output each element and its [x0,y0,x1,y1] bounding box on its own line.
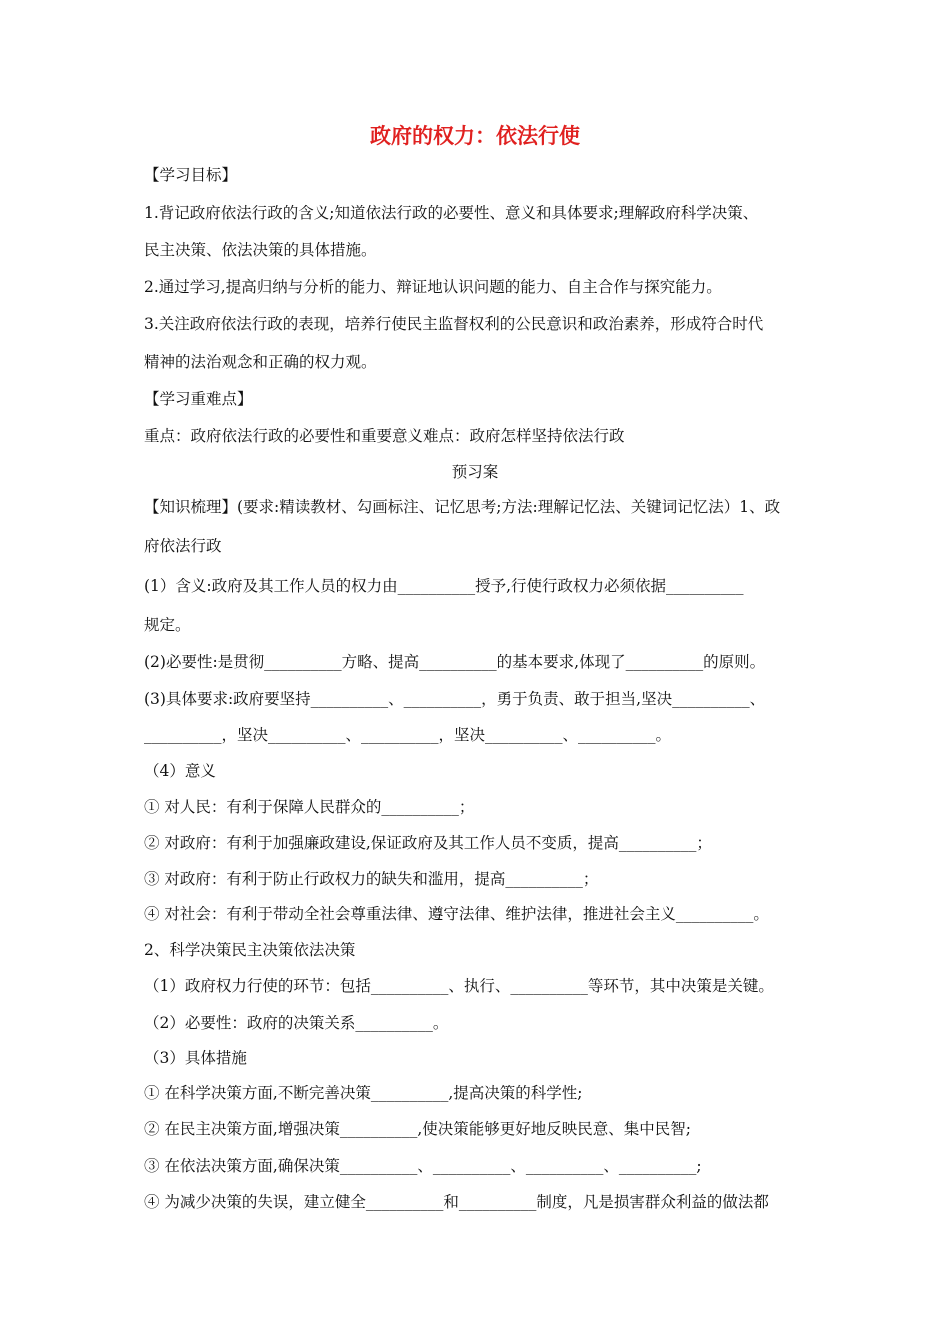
text-line: 规定。 [144,616,191,634]
section-heading-preview: 预习案 [451,463,499,481]
text-line: __________，坚决__________、__________，坚决__________、__________。 [144,726,672,744]
text-line: （2）必要性：政府的决策关系__________。 [144,1014,449,1032]
text-line: 2.通过学习,提高归纳与分析的能力、辩证地认识问题的能力、自主合作与探究能力。 [144,278,722,296]
text-line: 2、科学决策民主决策依法决策 [144,941,356,959]
text-line: ② 对政府：有利于加强廉政建设,保证政府及其工作人员不变质，提高__________； [144,834,712,852]
text-line: 【知识梳理】(要求:精读教材、勾画标注、记忆思考;方法:理解记忆法、关键词记忆法）1、政 [144,498,781,516]
text-line: 府依法行政 [144,537,222,555]
text-line: ② 在民主决策方面,增强决策__________,使决策能够更好地反映民意、集中民智; [144,1120,692,1138]
text-line: 民主决策、依法决策的具体措施。 [144,241,377,259]
page-title: 政府的权力：依法行使 [370,124,580,148]
text-line: （3）具体措施 [144,1049,247,1067]
text-line: （1）政府权力行使的环节：包括__________、执行、__________等环节，其中决策是关键。 [144,977,774,995]
text-line: ① 在科学决策方面,不断完善决策__________,提高决策的科学性; [144,1084,583,1102]
text-line: （4）意义 [144,762,216,780]
text-line: 3.关注政府依法行政的表现，培养行使民主监督权利的公民意识和政治素养，形成符合时代 [144,315,764,333]
section-heading-goals: 【学习目标】 [144,166,238,184]
text-line: ③ 在依法决策方面,确保决策__________、__________、__________、__________; [144,1157,702,1175]
text-line: ④ 为减少决策的失误，建立健全__________和__________制度，凡是损害群众利益的做法都 [144,1193,769,1211]
section-heading-key-points: 【学习重难点】 [144,390,253,408]
text-line: (1）含义:政府及其工作人员的权力由__________授予,行使行政权力必须依据__________ [144,577,744,595]
text-line: 重点：政府依法行政的必要性和重要意义难点：政府怎样坚持依法行政 [144,427,625,445]
text-line: (3)具体要求:政府要坚持__________、__________，勇于负责、敢于担当,坚决__________、 [144,690,766,708]
text-line: ① 对人民：有利于保障人民群众的__________； [144,798,475,816]
text-line: ③ 对政府：有利于防止行政权力的缺失和滥用，提高__________； [144,870,599,888]
text-line: ④ 对社会：有利于带动全社会尊重法律、遵守法律、维护法律，推进社会主义__________。 [144,905,769,923]
text-line: 精神的法治观念和正确的权力观。 [144,353,377,371]
text-line: 1.背记政府依法行政的含义;知道依法行政的必要性、意义和具体要求;理解政府科学决策、 [144,204,759,222]
text-line: (2)必要性:是贯彻__________方略、提高__________的基本要求,体现了__________的原则。 [144,653,766,671]
